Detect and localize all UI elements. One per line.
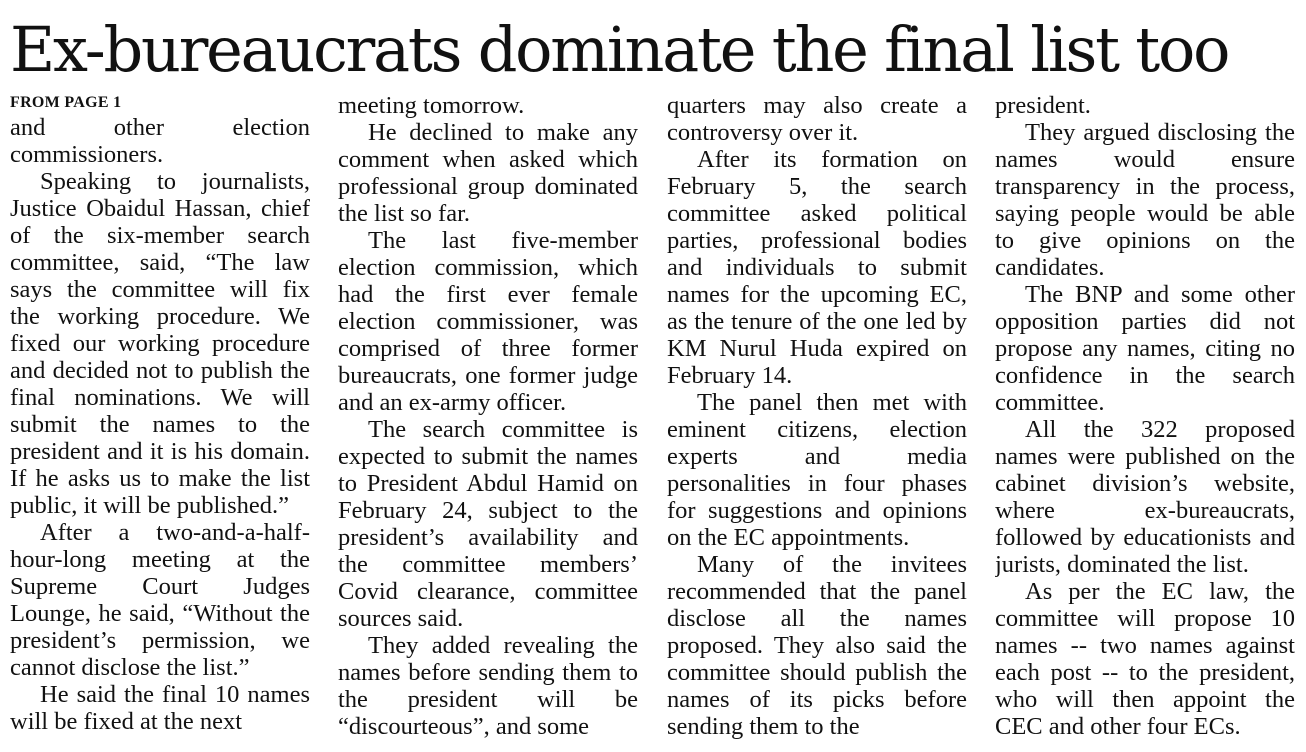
article-body	[10, 92, 1300, 748]
article-column-2	[338, 92, 638, 748]
paragraph: The BNP and some other opposition parties did not propose any names, citing no confidence in the search committee.	[995, 281, 1295, 416]
headline: Ex-bureaucrats dominate the final list too	[10, 13, 1229, 86]
paragraph: The panel then met with eminent citizens, election experts and media personalities in four phases for suggestions and opinions on the EC appointments.	[667, 389, 967, 551]
paragraph: Many of the invitees recommended that the panel disclose all the names proposed. They also said the committee should publish the names of its picks before sending them to the	[667, 551, 967, 740]
article-column-4	[995, 92, 1295, 748]
paragraph: He declined to make any comment when asked which professional group dominated the list so far.	[338, 119, 638, 227]
from-page-kicker: FROM PAGE 1	[10, 94, 122, 111]
paragraph: After its formation on February 5, the search committee asked political parties, professional bodies and individuals to submit names for the upcoming EC, as the tenure of the one led by KM Nurul Huda expired on February 14.	[667, 146, 967, 389]
article-column-1	[10, 92, 310, 748]
paragraph: As per the EC law, the committee will propose 10 names -- two names against each post -- to the president, who will then appoint the CEC and other four ECs.	[995, 578, 1295, 740]
paragraph: After a two-and-a-half-hour-long meeting at the Supreme Court Judges Lounge, he said, “Without the president’s permission, we cannot disclose the list.”	[10, 519, 310, 681]
paragraph: They added revealing the names before sending them to the president will be “discourteous”, and some	[338, 632, 638, 740]
paragraph: He said the final 10 names will be fixed at the next	[10, 681, 310, 735]
paragraph: Speaking to journalists, Justice Obaidul Hassan, chief of the six-member search committee, said, “The law says the committee will fix the working procedure. We fixed our working procedure and decided not to publish the final nominations. We will submit the names to the president and it is his domain. If he asks us to make the list public, it will be published.”	[10, 168, 310, 519]
paragraph: meeting tomorrow.	[338, 92, 525, 119]
paragraph: They argued disclosing the names would ensure transparency in the process, saying people would be able to give opinions on the candidates.	[995, 119, 1295, 281]
paragraph: All the 322 proposed names were published on the cabinet division’s website, where ex-bureaucrats, followed by educationists and jurists, dominated the list.	[995, 416, 1295, 578]
paragraph: The search committee is expected to submit the names to President Abdul Hamid on February 24, subject to the president’s availability and the committee members’ Covid clearance, committee sources said.	[338, 416, 638, 632]
article-column-3	[667, 92, 967, 748]
paragraph: quarters may also create a controversy over it.	[667, 92, 967, 146]
paragraph: and other election commissioners.	[10, 114, 310, 168]
paragraph: president.	[995, 92, 1091, 119]
paragraph: The last five-member election commission, which had the first ever female election commissioner, was comprised of three former bureaucrats, one former judge and an ex-army officer.	[338, 227, 638, 416]
